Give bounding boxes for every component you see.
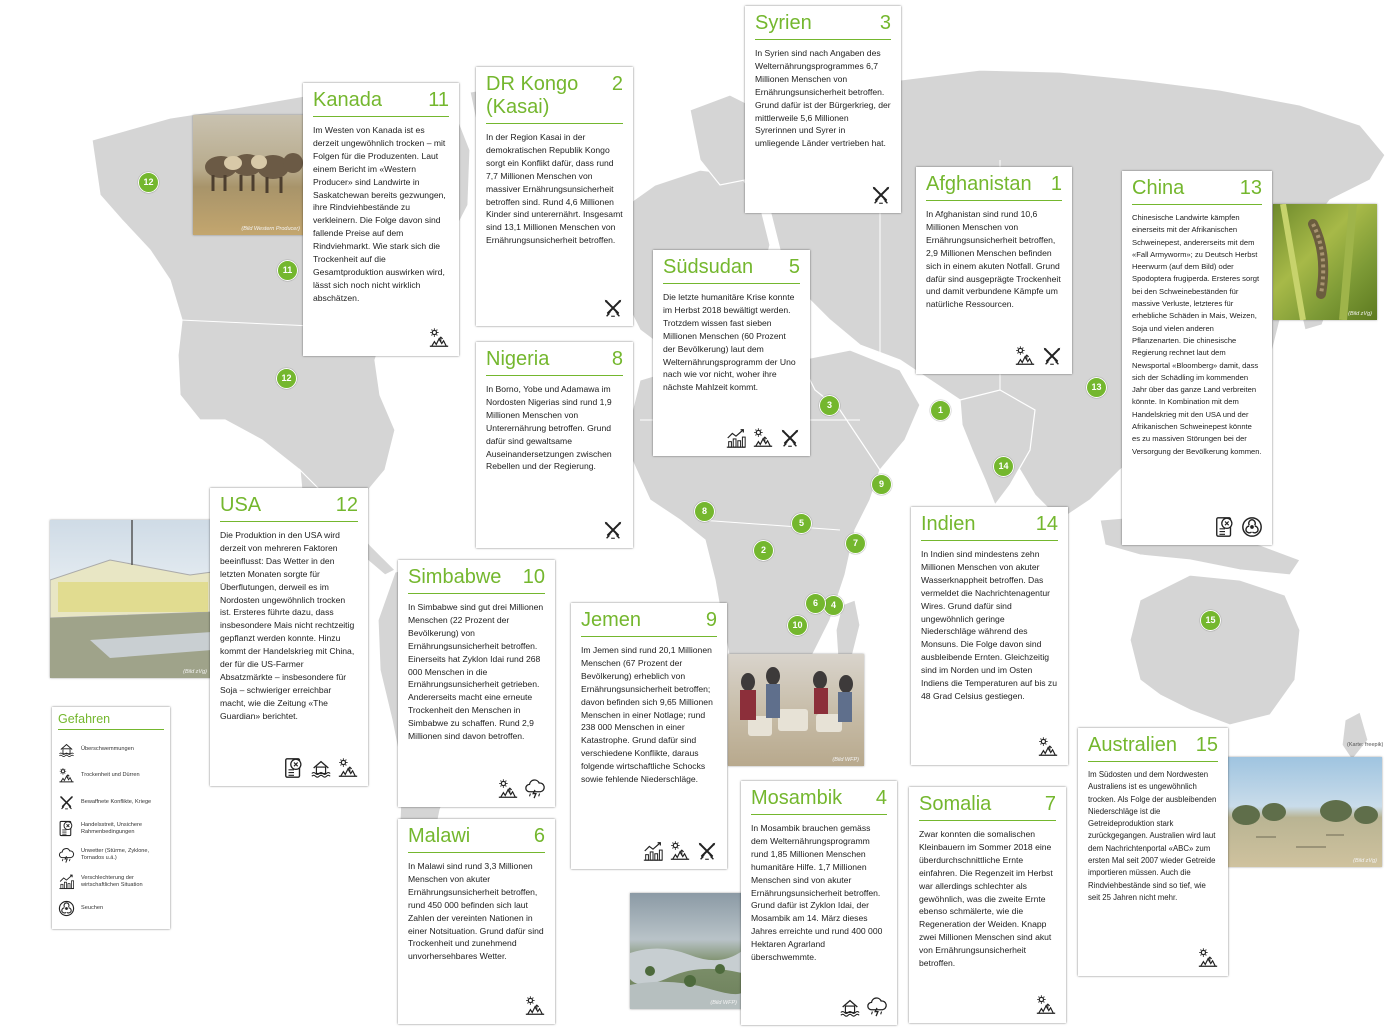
drought-icon xyxy=(497,778,519,800)
photo-credit: (Bild zVg) xyxy=(1353,858,1377,864)
flood-icon xyxy=(839,996,861,1018)
country-name: Nigeria xyxy=(486,348,550,370)
rank-number: 10 xyxy=(522,566,545,588)
legend-item xyxy=(58,789,164,816)
legend-label: Überschwemmungen xyxy=(81,745,134,752)
map-marker-syrien[interactable]: 3 xyxy=(819,395,840,416)
card-text: In Indien sind mindestens zehn Millionen Menschen von akuter Wasserknappheit betroffen. Das vermeldet die Nachrichtenagentur Wires. Grund dafür sind ungewöhnlich geringe Niederschläge während des Monsuns. Die Folge davon sind ausbleibende Ernten. Gleichzeitig sind im Norden und im Osten Indiens die Temperaturen auf bis zu 48 Grad Celsius gestiegen. xyxy=(921,549,1057,701)
legend-label: Bewaffnete Konflikte, Kriege xyxy=(81,798,152,805)
storm-icon xyxy=(524,778,546,800)
jemen-photo xyxy=(728,654,864,766)
country-name: Kanada xyxy=(313,89,382,111)
china-photo xyxy=(1273,204,1377,320)
hazard-icons xyxy=(428,327,450,349)
mosambik-photo xyxy=(630,893,742,1009)
hazard-icons xyxy=(524,995,546,1017)
country-name: Indien xyxy=(921,513,976,535)
drought-icon xyxy=(1037,736,1059,758)
card-header xyxy=(486,348,623,376)
drought-icon xyxy=(524,995,546,1017)
legend-item xyxy=(58,842,164,869)
legend-item xyxy=(58,763,164,790)
trade-icon xyxy=(58,820,75,837)
card-dr-kongo[interactable] xyxy=(476,67,633,326)
legend-title: Gefahren xyxy=(58,712,164,730)
country-name: Mosambik xyxy=(751,787,843,809)
rank-number: 14 xyxy=(1035,513,1058,535)
hazard-icons xyxy=(602,297,624,319)
flooded-farm-illustration xyxy=(50,520,212,678)
country-name: Australien xyxy=(1088,734,1177,756)
rank-number: 11 xyxy=(428,89,449,111)
legend-label: Verschlechterung der wirtschaftlichen Situation xyxy=(81,874,143,888)
australien-photo xyxy=(1226,757,1382,867)
rank-number: 8 xyxy=(611,348,623,370)
legend-item xyxy=(58,816,164,843)
usa-photo xyxy=(50,520,212,678)
card-header xyxy=(926,173,1062,201)
economy-icon xyxy=(725,427,747,449)
card-nigeria[interactable] xyxy=(476,342,633,548)
card-malawi[interactable] xyxy=(398,819,555,1024)
kanada-photo xyxy=(193,115,305,235)
conflict-icon xyxy=(602,519,624,541)
map-marker-indien[interactable]: 14 xyxy=(993,456,1014,477)
map-marker-malawi[interactable]: 6 xyxy=(805,593,826,614)
map-marker-dr-kongo[interactable]: 2 xyxy=(753,540,774,561)
map-marker-mosambik[interactable]: 4 xyxy=(823,595,844,616)
drought-icon xyxy=(669,840,691,862)
country-name: USA xyxy=(220,494,262,516)
card-mosambik[interactable] xyxy=(741,781,897,1025)
card-text: In Malawi sind rund 3,3 Millionen Menschen von akuter Ernährungsunsicherheit betroffen, rund 450 000 befinden sich laut Zahlen der vereinten Nationen in einer Notsituation. Grund dafür sind Trockenheit und zunehmend unvorhersehbares Wetter. xyxy=(408,861,544,962)
photo-credit: (Bild zVg) xyxy=(1348,311,1372,317)
trade-icon xyxy=(1214,516,1236,538)
economy-icon xyxy=(642,840,664,862)
legend-item xyxy=(58,736,164,763)
storm-icon xyxy=(58,847,75,864)
rank-number: 15 xyxy=(1195,734,1218,756)
card-header xyxy=(751,787,887,815)
card-simbabwe[interactable] xyxy=(398,560,555,807)
trade-icon xyxy=(283,757,305,779)
cattle-illustration xyxy=(193,115,305,235)
hazard-icons xyxy=(839,996,888,1018)
rank-number: 12 xyxy=(335,494,358,516)
drought-icon xyxy=(1035,994,1057,1016)
map-marker-suedsudan[interactable]: 5 xyxy=(791,513,812,534)
rank-number: 7 xyxy=(1044,793,1056,815)
card-text: Zwar konnten die somalischen Kleinbauern im Sommer 2018 eine überdurchschnittliche Ernte einfahren. Die Regenzeit im Herbst war allerdings schlechter als gewöhnlich, was die zweite Ernte ebenso schmälerte, wie die Regeneration der Weiden. Knapp zwei Millionen Menschen sind akut von Ernährungsunsicherheit betroffen. xyxy=(919,829,1053,969)
conflict-icon xyxy=(779,427,801,449)
map-marker-australien[interactable]: 15 xyxy=(1200,610,1221,631)
rank-number: 13 xyxy=(1239,177,1262,199)
rank-number: 1 xyxy=(1050,173,1062,195)
card-text: In Borno, Yobe und Adamawa im Nordosten Nigerias sind rund 1,9 Millionen Menschen von Unterernährung betroffen. Grund dafür sind gewaltsame Auseinandersetzungen zwischen Rebellen und der Regierung. xyxy=(486,384,612,472)
australia-landmass xyxy=(1130,575,1300,725)
legend-item xyxy=(58,895,164,922)
card-header xyxy=(755,12,891,40)
card-header xyxy=(581,609,717,637)
card-text: Im Südosten und dem Nordwesten Australiens ist es ungewöhnlich trocken. Als Folge der ausbleibenden Niederschläge ist die Getreideproduktion stark zurückgegangen. Australien wird laut dem Nachrichtenportal «ABC» zum ersten Mal seit 2007 wieder Getreide importieren müssen. Auch die Rindviehbestände sind so tief, wie seit 25 Jahren nicht mehr. xyxy=(1088,770,1217,902)
hazard-icons xyxy=(1035,994,1057,1016)
country-name: Simbabwe xyxy=(408,566,502,588)
map-credit: (Karte: freepik) xyxy=(1347,742,1384,748)
rank-number: 6 xyxy=(533,825,545,847)
armyworm-illustration xyxy=(1273,204,1377,320)
card-text: In Mosambik brauchen gemäss dem Welternährungsprogramm rund 1,85 Millionen Menschen humanitäre Hilfe. 1,7 Millionen Menschen sind von akuter Ernährungsunsicherheit betroffen. Grund dafür ist Zyklon Idai, der Mosambik am 14. März dieses Jahres erreichte und rund 400 000 Hektaren Agrarland überschwemmte. xyxy=(751,823,883,963)
country-name: Südsudan xyxy=(663,256,754,278)
card-afghanistan[interactable] xyxy=(916,167,1072,374)
card-kanada[interactable] xyxy=(303,83,459,356)
country-name: China xyxy=(1132,177,1185,199)
country-name: Jemen xyxy=(581,609,642,631)
conflict-icon xyxy=(1041,345,1063,367)
legend-label: Trockenheit und Dürren xyxy=(81,772,140,779)
card-header xyxy=(1088,734,1218,762)
card-usa[interactable] xyxy=(210,488,368,786)
card-text: Im Westen von Kanada ist es derzeit ungewöhnlich trocken – mit Folgen für die Produzenten. Laut einem Bericht im «Western Producer» sind Landwirte in Saskatchewan bereits gezwungen, ihre Rindviehbestände zu verkleinern. Die Folge davon sind fallende Preise auf dem Rindviehmarkt. Wie stark sich die Trockenheit auf die Gesamtproduktion auswirken wird, lässt sich noch nicht wirklich abschätzen. xyxy=(313,125,446,303)
card-syrien[interactable] xyxy=(745,6,901,213)
map-marker-afghanistan[interactable]: 1 xyxy=(930,400,951,421)
drought-icon xyxy=(1197,947,1219,969)
card-text: In der Region Kasai in der demokratischen Republik Kongo sorgt ein Konflikt dafür, dass rund 7,7 Millionen Menschen von massiver Ernährungsunsicherheit betroffen sind. Rund 4,6 Millionen Kinder sind unterernährt. Insgesamt sind 13,1 Millionen Menschen von Ernährungsunsicherheit betroffen. xyxy=(486,132,623,246)
conflict-icon xyxy=(870,184,892,206)
map-marker-simbabwe[interactable]: 10 xyxy=(787,615,808,636)
rank-number: 5 xyxy=(788,256,800,278)
hazard-icons xyxy=(1014,345,1063,367)
drought-icon xyxy=(428,327,450,349)
country-name: DR Kongo (Kasai) xyxy=(486,73,579,118)
card-header xyxy=(408,566,545,594)
map-marker-jemen[interactable]: 9 xyxy=(871,474,892,495)
food-distribution-illustration xyxy=(728,654,864,766)
hazard-icons xyxy=(1037,736,1059,758)
hazard-icons xyxy=(283,757,359,779)
hazard-icons xyxy=(1197,947,1219,969)
map-marker-china[interactable]: 13 xyxy=(1086,377,1107,398)
rank-number: 3 xyxy=(879,12,891,34)
photo-credit: (Bild zVg) xyxy=(183,669,207,675)
country-name: Afghanistan xyxy=(926,173,1032,195)
card-somalia[interactable] xyxy=(909,787,1066,1023)
hazard-icons xyxy=(870,184,892,206)
country-name: Malawi xyxy=(408,825,471,847)
hazard-icons xyxy=(642,840,718,862)
card-text: Die Produktion in den USA wird derzeit von mehreren Faktoren beeinflusst: Das Wetter in den letzten Monaten sorgte für Überflutungen, derweil es im Nordosten ungewöhnlich trocken ist. Ersteres führte dazu, dass insbesondere Mais nicht rechtzeitig gepflanzt werden konnte. Hinzu kommt der Handelskrieg mit China, der für die US-Farmer Absatzmärkte – insbesondere für Soja – schwieriger erreichbar macht, wie die Zeitung «The Guardian» berichtet. xyxy=(220,530,355,721)
flood-icon xyxy=(58,741,75,758)
drought-icon xyxy=(752,427,774,449)
country-name: Syrien xyxy=(755,12,812,34)
biohazard-icon xyxy=(1241,516,1263,538)
card-text: Die letzte humanitäre Krise konnte im Herbst 2018 bewältigt werden. Trotzdem wissen fast sieben Millionen Menschen (60 Prozent der Bevölkerung) laut dem Welternährungsprogramm der Uno nach wie vor nicht, woher ihre nächste Mahlzeit kommt. xyxy=(663,292,796,393)
card-australien[interactable] xyxy=(1078,728,1228,976)
card-text: In Afghanistan sind rund 10,6 Millionen Menschen von Ernährungsunsicherheit betroffen, 2,9 Millionen Menschen befinden sich in einem akuten Notfall. Grund dafür sind ausgeprägte Trockenheit und damit verbundene Kämpfe um natürliche Ressourcen. xyxy=(926,209,1061,310)
card-header xyxy=(663,256,800,284)
drought-icon xyxy=(337,757,359,779)
conflict-icon xyxy=(58,794,75,811)
biohazard-icon xyxy=(58,900,75,917)
economy-icon xyxy=(58,873,75,890)
hazard-legend xyxy=(52,707,170,929)
dry-landscape-illustration xyxy=(1226,757,1382,867)
card-header xyxy=(408,825,545,853)
flooded-land-illustration xyxy=(630,893,742,1009)
card-jemen[interactable] xyxy=(571,603,727,869)
legend-label: Unwetter (Stürme, Zyklone, Tornados u.ä.) xyxy=(81,848,150,862)
card-text: In Syrien sind nach Angaben des Welternährungsprogrammes 6,7 Millionen Menschen von Ernährungsunsicherheit betroffen. Grund dafür ist der Bürgerkrieg, der mittlerweile 5,6 Millionen Syrerinnen und Syrer in umliegende Länder vertrieben hat. xyxy=(755,48,891,149)
drought-icon xyxy=(1014,345,1036,367)
photo-credit: (Bild Western Producer) xyxy=(241,226,300,232)
map-marker-somalia[interactable]: 7 xyxy=(845,533,866,554)
card-china[interactable] xyxy=(1122,171,1272,545)
card-header xyxy=(1132,177,1262,205)
flood-icon xyxy=(310,757,332,779)
hazard-icons xyxy=(1214,516,1263,538)
card-header xyxy=(313,89,449,117)
card-text: In Simbabwe sind gut drei Millionen Menschen (22 Prozent der Bevölkerung) von Ernährungsunsicherheit betroffen. Einerseits hat Zyklon Idai rund 268 000 Menschen in die Ernährungsunsicherheit getrieben. Andererseits macht eine erneute Trockenheit den Menschen in Simbabwe zu schaffen. Rund 2,9 Millionen sind davon betroffen. xyxy=(408,602,544,742)
new-zealand-landmass xyxy=(1342,712,1368,760)
rank-number: 9 xyxy=(705,609,717,631)
conflict-icon xyxy=(602,297,624,319)
card-suedsudan[interactable] xyxy=(653,250,810,456)
india-landmass xyxy=(960,390,1035,505)
card-indien[interactable] xyxy=(911,507,1068,765)
rank-number: 2 xyxy=(611,73,623,95)
map-marker-usa-alaska[interactable]: 12 xyxy=(138,172,159,193)
country-name: Somalia xyxy=(919,793,992,815)
card-header xyxy=(919,793,1056,821)
conflict-icon xyxy=(696,840,718,862)
card-text: Im Jemen sind rund 20,1 Millionen Menschen (67 Prozent der Bevölkerung) erheblich von Ernährungsunsicherheit betroffen; davon befinden sich 9,65 Millionen Menschen in einer Notlage; rund 238 000 Menschen in einer Katastrophe. Grund dafür sind verschiedene Konflikte, daraus folgende wirtschaftliche Schocks sowie fehlende Niederschläge. xyxy=(581,645,713,785)
card-header xyxy=(921,513,1058,541)
photo-credit: (Bild WFP) xyxy=(832,757,859,763)
card-header xyxy=(220,494,358,522)
storm-icon xyxy=(866,996,888,1018)
map-marker-kanada[interactable]: 11 xyxy=(277,260,298,281)
rank-number: 4 xyxy=(875,787,887,809)
card-header xyxy=(486,73,623,124)
legend-label: Seuchen xyxy=(81,904,104,911)
legend-item xyxy=(58,869,164,896)
map-marker-nigeria[interactable]: 8 xyxy=(694,501,715,522)
hazard-icons xyxy=(725,427,801,449)
card-text: Chinesische Landwirte kämpfen einerseits mit der Afrikanischen Schweinepest, andererseits mit dem «Fall Armyworm»; zu Deutsch Herbst Heerwurm (auf dem Bild) oder Spodoptera frugiperda. Ersteres sorgt bei den Schweinebeständen für massive Verluste, letzteres für erhebliche Schäden in Mais, Weizen, Soja und vielen anderen Pflanzenarten. Die chinesische Regierung rechnet laut dem Newsportal «Bloomberg» damit, dass sich der Schädling im kommenden Jahr über das ganze Land verbreiten könnte. In Kombination mit dem Handelskrieg mit den USA und der Afrikanischen Schweinepest könnte es zu massiven Störungen bei der Versorgung der Bevölkerung kommen. xyxy=(1132,213,1262,456)
photo-credit: (Bild WFP) xyxy=(710,1000,737,1006)
map-marker-usa[interactable]: 12 xyxy=(276,368,297,389)
hazard-icons xyxy=(602,519,624,541)
hazard-icons xyxy=(497,778,546,800)
drought-icon xyxy=(58,767,75,784)
legend-label: Handelsstreit, Unsichere Rahmenbedingungen xyxy=(81,821,142,835)
